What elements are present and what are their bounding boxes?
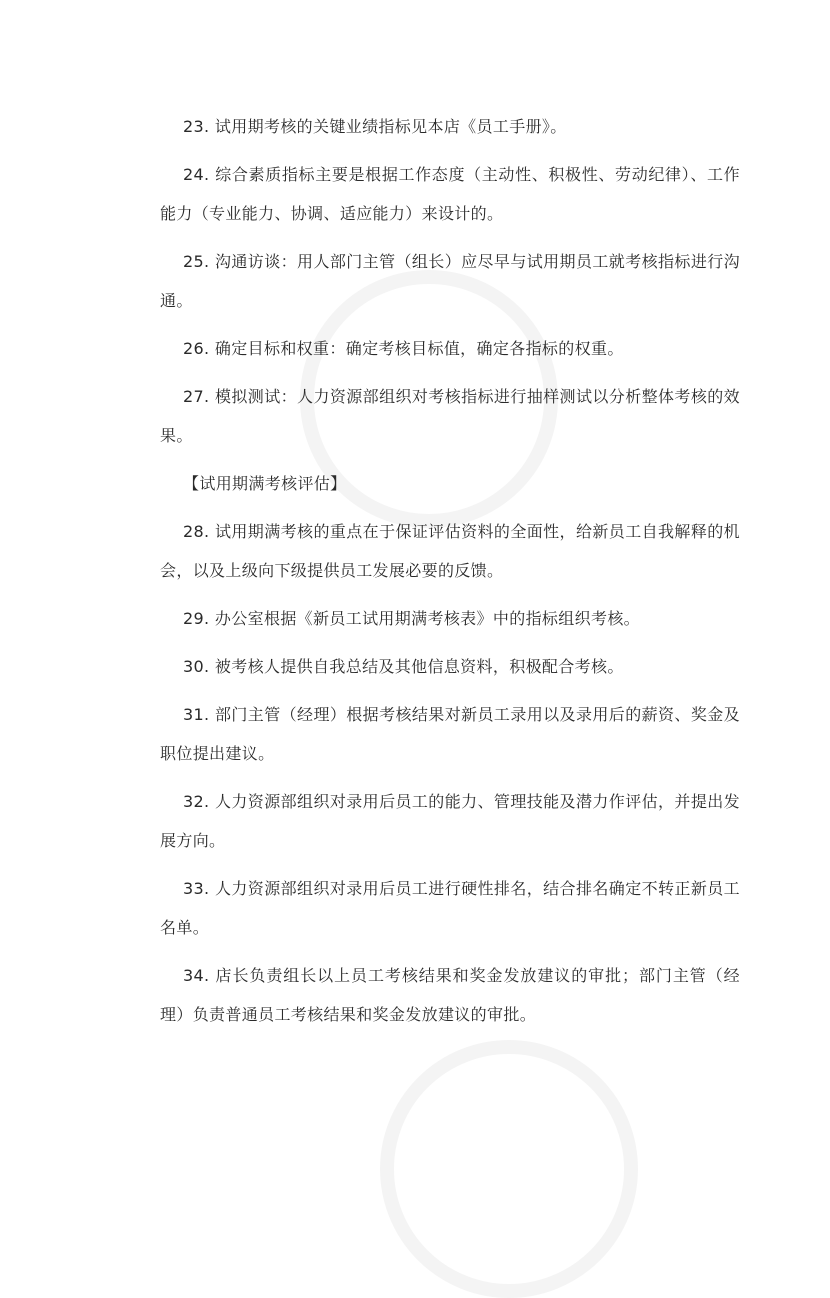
paragraph-30: 30. 被考核人提供自我总结及其他信息资料，积极配合考核。 [183,657,624,676]
paragraph-29: 29. 办公室根据《新员工试用期满考核表》中的指标组织考核。 [183,609,641,628]
paragraph-28: 28. 试用期满考核的重点在于保证评估资料的全面性，给新员工自我解释的机会，以及上级向下级提供员工发展必要的反馈。 [160,522,740,580]
paragraph-23: 23. 试用期考核的关键业绩指标见本店《员工手册》。 [183,117,567,136]
paragraph-24: 24. 综合素质指标主要是根据工作态度（主动性、积极性、劳动纪律）、工作能力（专业能力、协调、适应能力）来设计的。 [160,165,740,223]
paragraph-33: 33. 人力资源部组织对录用后员工进行硬性排名，结合排名确定不转正新员工名单。 [160,879,740,937]
section-heading: 【试用期满考核评估】 [183,474,347,493]
document-body [160,107,740,1043]
paragraph-25: 25. 沟通访谈：用人部门主管（组长）应尽早与试用期员工就考核指标进行沟通。 [160,252,740,310]
paragraph-34: 34. 店长负责组长以上员工考核结果和奖金发放建议的审批；部门主管（经理）负责普通员工考核结果和奖金发放建议的审批。 [160,966,740,1024]
paragraph-27: 27. 模拟测试：人力资源部组织对考核指标进行抽样测试以分析整体考核的效果。 [160,387,740,445]
paragraph-32: 32. 人力资源部组织对录用后员工的能力、管理技能及潜力作评估，并提出发展方向。 [160,792,740,850]
paragraph-31: 31. 部门主管（经理）根据考核结果对新员工录用以及录用后的薪资、奖金及职位提出建议。 [160,705,740,763]
paragraph-26: 26. 确定目标和权重：确定考核目标值，确定各指标的权重。 [183,339,624,358]
watermark-ring [380,1040,638,1298]
